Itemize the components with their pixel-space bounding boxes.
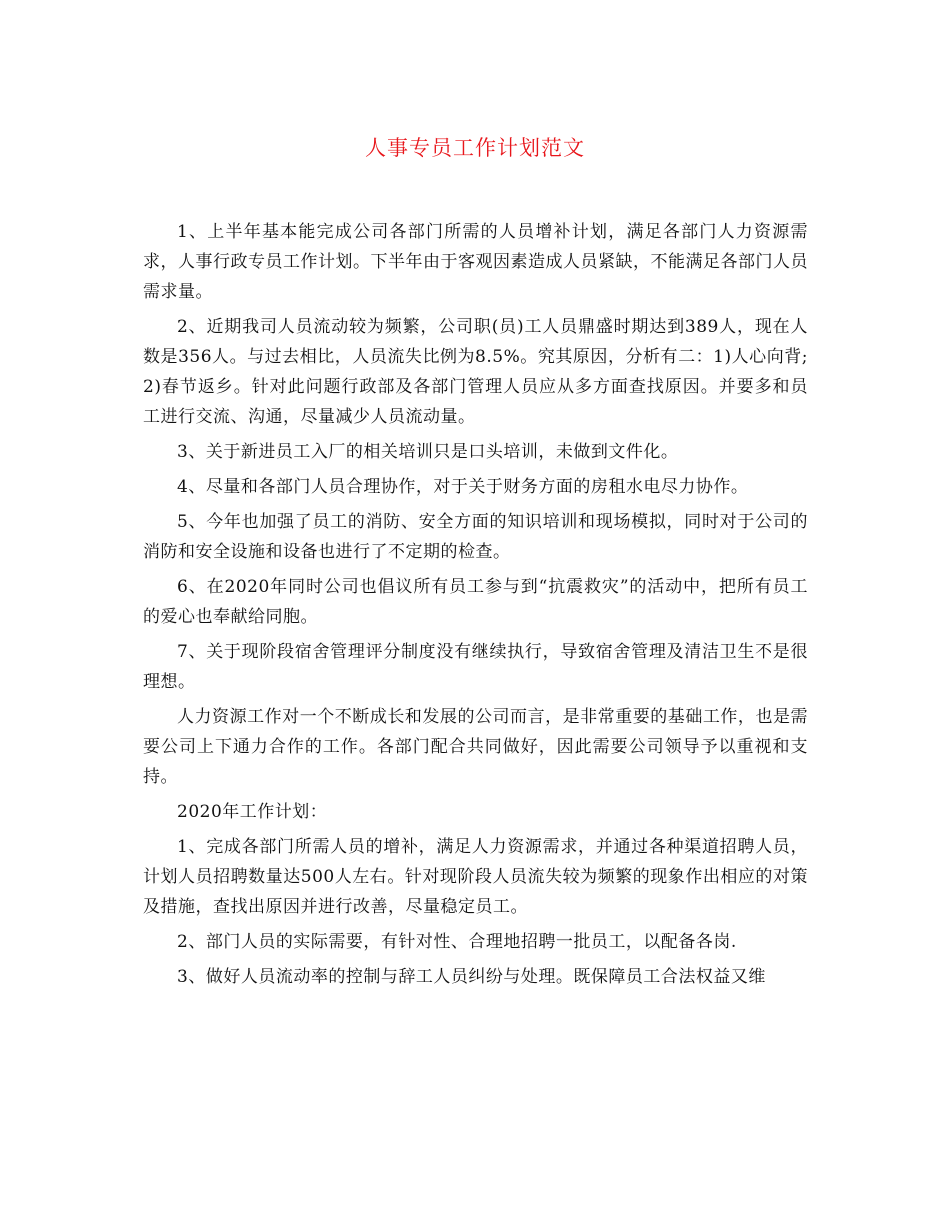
paragraph-4: 4、尽量和各部门人员合理协作，对于关于财务方面的房租水电尽力协作。 bbox=[177, 477, 749, 497]
plan-item-2: 2、部门人员的实际需要，有针对性、合理地招聘一批员工，以配备各岗. bbox=[177, 932, 737, 952]
document-title: 人事专员工作计划范文 bbox=[365, 136, 585, 160]
paragraph-5: 5、今年也加强了员工的消防、安全方面的知识培训和现场模拟，同时对于公司的消防和安全设施和设备也进行了不定期的检查。 bbox=[143, 512, 808, 562]
paragraph-7: 7、关于现阶段宿舍管理评分制度没有继续执行，导致宿舍管理及清洁卫生不是很理想。 bbox=[143, 642, 808, 692]
paragraph-6: 6、在2020年同时公司也倡议所有员工参与到“抗震救灾”的活动中，把所有员工的爱心也奉献给同胞。 bbox=[143, 577, 808, 627]
paragraph-1: 1、上半年基本能完成公司各部门所需的人员增补计划，满足各部门人力资源需求，人事行政专员工作计划。下半年由于客观因素造成人员紧缺，不能满足各部门人员需求量。 bbox=[143, 222, 808, 302]
plan-item-3: 3、做好人员流动率的控制与辞工人员纠纷与处理。既保障员工合法权益又维 bbox=[177, 967, 766, 987]
plan-heading: 2020年工作计划： bbox=[177, 802, 328, 822]
plan-item-1: 1、完成各部门所需人员的增补，满足人力资源需求，并通过各种渠道招聘人员，计划人员招聘数量达500人左右。针对现阶段人员流失较为频繁的现象作出相应的对策及措施，查找出原因并进行改善，尽量稳定员工。 bbox=[143, 837, 808, 917]
summary-paragraph: 人力资源工作对一个不断成长和发展的公司而言，是非常重要的基础工作，也是需要公司上下通力合作的工作。各部门配合共同做好，因此需要公司领导予以重视和支持。 bbox=[143, 707, 808, 787]
paragraph-3: 3、关于新进员工入厂的相关培训只是口头培训，未做到文件化。 bbox=[177, 442, 679, 462]
paragraph-2: 2、近期我司人员流动较为频繁，公司职(员)工人员鼎盛时期达到389人，现在人数是356人。与过去相比，人员流失比例为8.5%。究其原因，分析有二：1)人心向背;2)春节返乡。针对此问题行政部及各部门管理人员应从多方面查找原因。并要多和员工进行交流、沟通，尽量减少人员流动量。 bbox=[143, 317, 808, 427]
document-body bbox=[143, 217, 808, 997]
